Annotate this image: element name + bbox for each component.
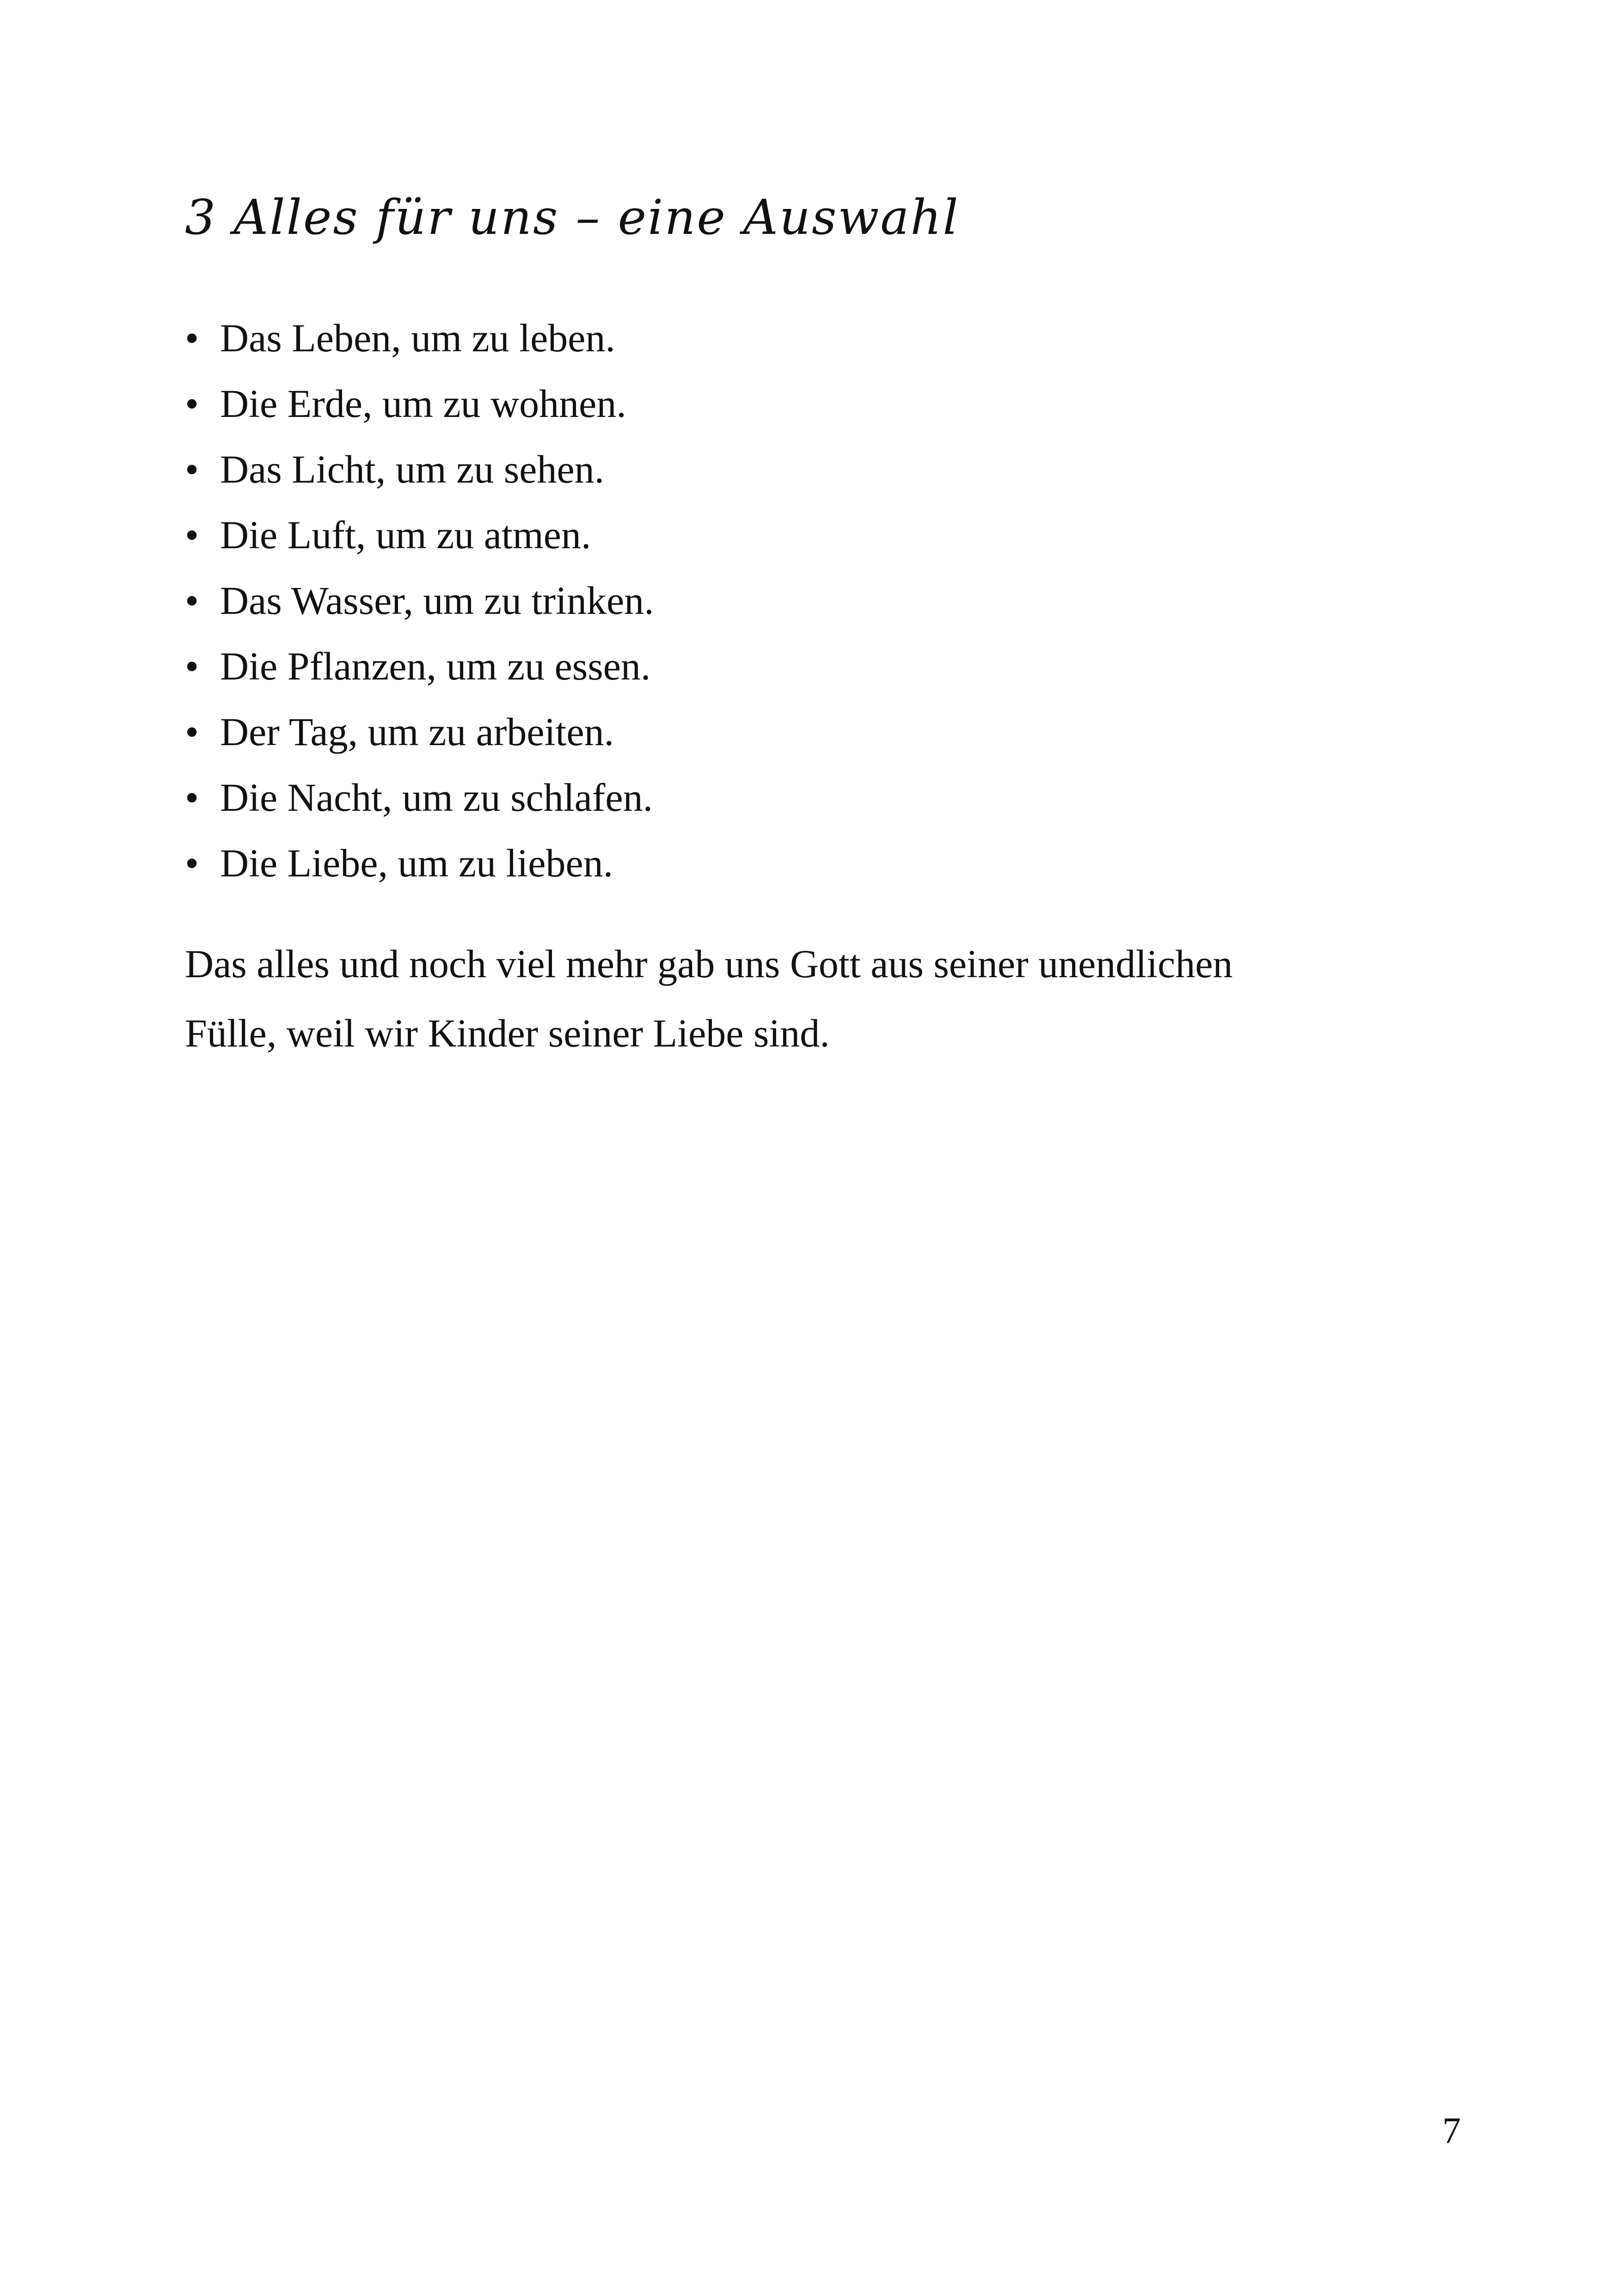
list-item-text: Die Pflanzen, um zu essen. xyxy=(220,644,651,688)
chapter-title: 3 Alles für uns – eine Auswahl xyxy=(185,189,960,245)
paragraph-line: Das alles und noch viel mehr gab uns Gott aus seiner unendlichen xyxy=(185,942,1233,986)
list-item xyxy=(185,568,654,633)
list-item-text: Die Nacht, um zu schlafen. xyxy=(220,775,653,820)
page-number: 7 xyxy=(1442,2111,1461,2151)
list-item xyxy=(185,371,654,436)
body-paragraph xyxy=(185,929,1461,1068)
list-item-text: Das Leben, um zu leben. xyxy=(220,316,615,360)
bullet-icon: • xyxy=(185,316,199,360)
bullet-icon: • xyxy=(185,775,199,820)
bullet-icon: • xyxy=(185,513,199,557)
list-item xyxy=(185,699,654,765)
paragraph-line: Fülle, weil wir Kinder seiner Liebe sind. xyxy=(185,1011,830,1055)
list-item-text: Die Erde, um zu wohnen. xyxy=(220,381,626,426)
list-item xyxy=(185,633,654,699)
list-item-text: Die Liebe, um zu lieben. xyxy=(220,841,613,885)
list-item xyxy=(185,830,654,896)
bullet-icon: • xyxy=(185,644,199,688)
bullet-list xyxy=(185,305,654,896)
list-item xyxy=(185,305,654,371)
list-item xyxy=(185,765,654,830)
list-item-text: Der Tag, um zu arbeiten. xyxy=(220,710,614,754)
list-item-text: Das Wasser, um zu trinken. xyxy=(220,578,654,623)
bullet-icon: • xyxy=(185,710,199,754)
list-item-text: Das Licht, um zu sehen. xyxy=(220,447,605,491)
bullet-icon: • xyxy=(185,447,199,491)
bullet-icon: • xyxy=(185,841,199,885)
list-item xyxy=(185,436,654,502)
list-item xyxy=(185,502,654,568)
bullet-icon: • xyxy=(185,381,199,426)
bullet-icon: • xyxy=(185,578,199,623)
list-item-text: Die Luft, um zu atmen. xyxy=(220,513,591,557)
